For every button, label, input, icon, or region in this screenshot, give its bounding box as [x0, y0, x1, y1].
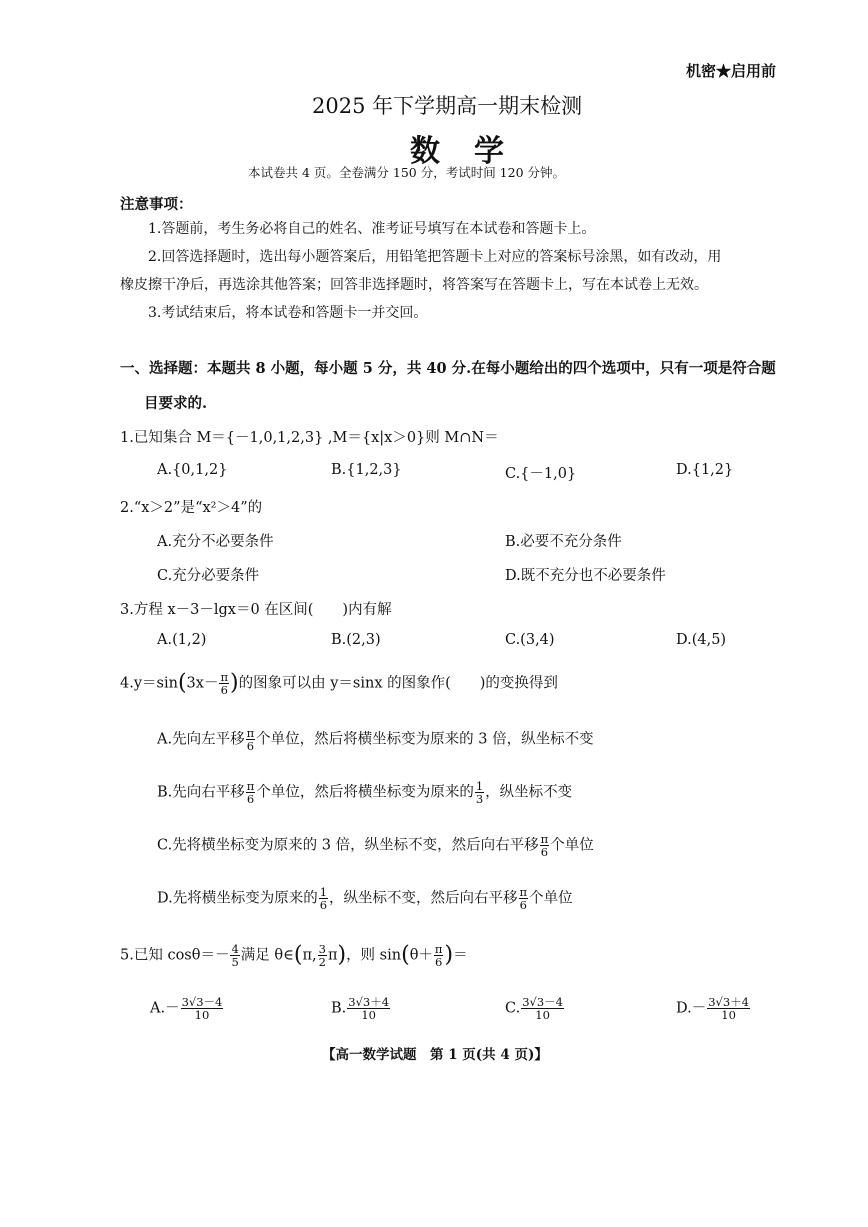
question-4-option-a: A.先向左平移 $\frac{\pi}{6}$ 个单位，然后将横坐标变为原来的 3 倍，纵坐标不变 — [157, 726, 594, 754]
question-4-option-c: C.先将横坐标变为原来的 3 倍，纵坐标不变，然后向右平移 $\frac{\pi}{6}$ 个单位 — [157, 832, 594, 860]
question-1-option-c: C.{－1,0} — [505, 466, 577, 482]
question-1-option-a: A.{0,1,2} — [157, 462, 228, 478]
question-4-option-b: B.先向右平移 $\frac{\pi}{6}$ 个单位，然后将横坐标变为原来的 $\frac{1}{3}$ ，纵坐标不变 — [157, 779, 573, 807]
notice-item-1: 1.答题前，考生务必将自己的姓名、准考证号填写在本试卷和答题卡上。 — [148, 221, 596, 237]
question-4-option-d: D.先将横坐标变为原来的 $\frac{1}{6}$ ，纵坐标不变，然后向右平移 $\frac{\pi}{6}$ 个单位 — [157, 885, 573, 913]
question-5-stem: 5.已知 cosθ＝－ $\frac{4}{5}$ 满足 θ∈(π, $\frac{3}{2}$ π)，则 sin(θ＋ $\frac{\pi}{6}$ )＝ — [120, 942, 468, 970]
question-3-option-c: C.(3,4) — [505, 632, 555, 648]
question-3-option-a: A.(1,2) — [157, 632, 207, 648]
notice-heading: 注意事项： — [120, 196, 193, 213]
question-2-option-a: A.充分不必要条件 — [157, 534, 274, 550]
question-5-option-c: C. $\frac{3√3-4}{10}$ — [505, 995, 563, 1023]
question-5-option-b: B. $\frac{3√3+4}{10}$ — [331, 995, 390, 1023]
question-5-option-a: A.－ $\frac{3√3-4}{10}$ — [150, 995, 223, 1023]
question-3-option-d: D.(4,5) — [676, 632, 727, 648]
question-2-option-b: B.必要不充分条件 — [505, 534, 622, 550]
question-3-stem: 3.方程 x－3－lgx＝0 在区间( )内有解 — [120, 602, 392, 618]
question-4-stem: 4.y＝sin(3x－ $\frac{\pi}{6}$ )的图象可以由 y＝sinx 的图象作( )的变换得到 — [120, 670, 558, 698]
question-2-option-d: D.既不充分也不必要条件 — [505, 568, 666, 584]
question-5-option-d: D.－ $\frac{3√3+4}{10}$ — [676, 995, 749, 1023]
exam-title: 2025 年下学期高一期末检测 — [312, 94, 583, 118]
notice-item-2-cont: 橡皮擦干净后，再选涂其他答案；回答非选择题时，将答案写在答题卡上，写在本试卷上无效。 — [120, 277, 708, 293]
subject-title: 数学 — [410, 134, 538, 169]
notice-item-2: 2.回答选择题时，选出每小题答案后，用铅笔把答题卡上对应的答案标号涂黑，如有改动，用 — [148, 249, 722, 265]
section-heading: 一、选择题：本题共 8 小题，每小题 5 分，共 40 分.在每小题给出的四个选项中，只有一项是符合题 — [120, 360, 776, 377]
section-heading-cont: 目要求的. — [144, 395, 208, 412]
question-1-option-b: B.{1,2,3} — [331, 462, 402, 478]
page-footer: 【高一数学试题 第 1 页(共 4 页)】 — [322, 1047, 548, 1063]
notice-item-3: 3.考试结束后，将本试卷和答题卡一并交回。 — [148, 305, 428, 321]
question-2-option-c: C.充分必要条件 — [157, 568, 260, 584]
fraction-pi-over-6: $\frac{\pi}{6}$ — [220, 670, 229, 698]
confidential-mark: 机密★启用前 — [686, 62, 777, 80]
question-2-stem: 2.“x＞2”是“x²＞4”的 — [120, 500, 263, 516]
question-3-option-b: B.(2,3) — [331, 632, 381, 648]
question-1-stem: 1.已知集合 M＝{－1,0,1,2,3} ,M＝{x|x＞0}则 M∩N＝ — [120, 430, 499, 446]
question-1-option-d: D.{1,2} — [676, 462, 734, 478]
exam-info: 本试卷共 4 页。全卷满分 150 分，考试时间 120 分钟。 — [248, 165, 566, 180]
